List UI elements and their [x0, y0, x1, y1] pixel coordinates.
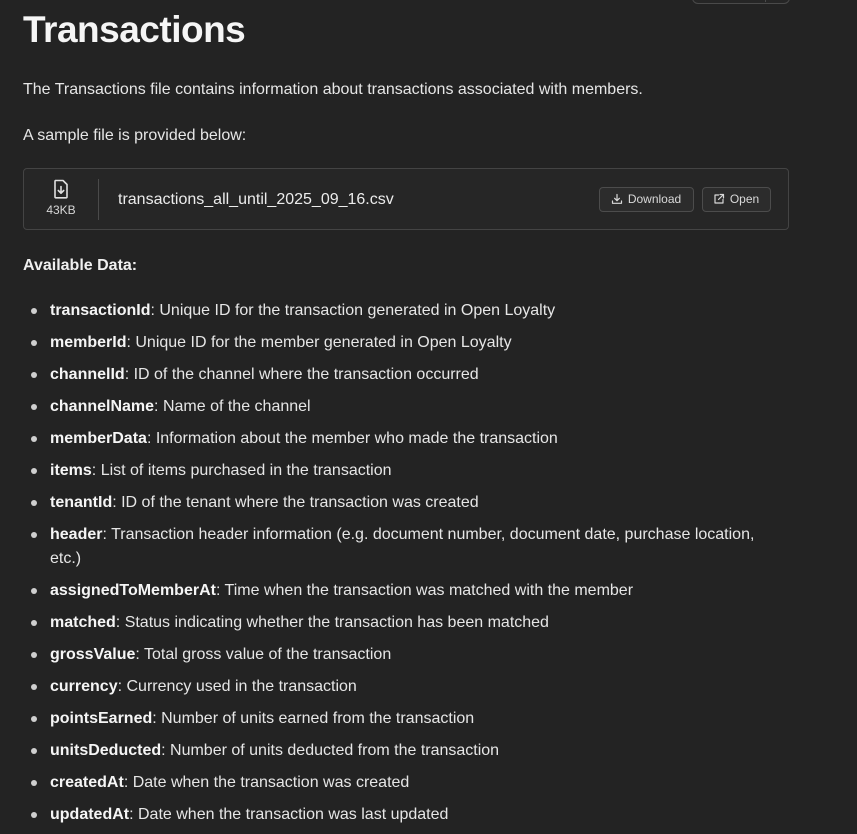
list-item: [23, 803, 783, 827]
field-description: : Date when the transaction was created: [123, 774, 410, 791]
field-description: : Number of units deducted from the transaction: [161, 742, 500, 759]
bullet-icon: [31, 684, 37, 690]
bullet-icon: [31, 748, 37, 754]
bullet-icon: [31, 716, 37, 722]
field-description: : List of items purchased in the transaction: [91, 462, 392, 479]
intro-text: The Transactions file contains information about transactions associated with members.: [23, 81, 643, 98]
field-description: : Unique ID for the transaction generated in Open Loyalty: [150, 302, 556, 319]
list-item: [23, 739, 783, 763]
field-name: updatedAt: [50, 806, 130, 823]
list-item: [23, 459, 783, 483]
field-name: memberId: [50, 334, 127, 351]
list-item: [23, 427, 783, 451]
file-card: [23, 168, 789, 230]
field-name: header: [50, 526, 103, 543]
top-toolbar-button[interactable]: [692, 0, 790, 4]
field-description: : Time when the transaction was matched with the member: [215, 582, 634, 599]
page-title: Transactions: [23, 9, 246, 50]
download-button[interactable]: [599, 187, 694, 212]
field-description: : Currency used in the transaction: [117, 678, 357, 695]
field-name: memberData: [50, 430, 147, 447]
top-toolbar-divider: [765, 0, 766, 2]
list-item: [23, 643, 783, 667]
bullet-icon: [31, 436, 37, 442]
list-item: [23, 299, 783, 323]
field-name: currency: [50, 678, 118, 695]
field-name: tenantId: [50, 494, 113, 511]
available-data-heading: Available Data:: [23, 257, 138, 274]
file-meta: [38, 179, 84, 221]
field-description: : Information about the member who made the transaction: [146, 430, 558, 447]
sample-text: A sample file is provided below:: [23, 127, 247, 144]
list-item: [23, 611, 783, 635]
field-name: pointsEarned: [50, 710, 153, 727]
bullet-icon: [31, 652, 37, 658]
list-item: [23, 523, 783, 571]
list-item: [23, 331, 783, 355]
bullet-icon: [31, 468, 37, 474]
external-link-icon: [713, 193, 725, 205]
open-button[interactable]: [702, 187, 771, 212]
list-item: [23, 771, 783, 795]
field-name: unitsDeducted: [50, 742, 162, 759]
field-name: channelId: [50, 366, 125, 383]
field-description: : Unique ID for the member generated in Open Loyalty: [126, 334, 512, 351]
file-download-icon: [53, 179, 69, 199]
list-item: [23, 491, 783, 515]
field-description: : Transaction header information (e.g. document number, document date, purchase location, etc.): [50, 526, 755, 567]
field-name: items: [50, 462, 92, 479]
field-description: : ID of the tenant where the transaction was created: [112, 494, 479, 511]
bullet-icon: [31, 780, 37, 786]
list-item: [23, 363, 783, 387]
fields-list: [23, 299, 783, 834]
field-description: : Total gross value of the transaction: [135, 646, 392, 663]
field-name: assignedToMemberAt: [50, 582, 216, 599]
field-name: transactionId: [50, 302, 151, 319]
bullet-icon: [31, 372, 37, 378]
bullet-icon: [31, 532, 37, 538]
list-item: [23, 395, 783, 419]
card-divider: [98, 179, 99, 220]
field-description: : Date when the transaction was last updated: [129, 806, 449, 823]
bullet-icon: [31, 404, 37, 410]
bullet-icon: [31, 340, 37, 346]
list-item: [23, 707, 783, 731]
file-name: transactions_all_until_2025_09_16.csv: [118, 191, 394, 208]
field-name: matched: [50, 614, 116, 631]
field-description: : Status indicating whether the transaction has been matched: [115, 614, 549, 631]
bullet-icon: [31, 308, 37, 314]
download-icon: [611, 193, 623, 205]
field-description: : Name of the channel: [154, 398, 311, 415]
bullet-icon: [31, 812, 37, 818]
field-description: : Number of units earned from the transaction: [152, 710, 475, 727]
file-size: 43KB: [46, 203, 76, 217]
download-label: Download: [627, 192, 682, 206]
field-name: grossValue: [50, 646, 136, 663]
field-name: createdAt: [50, 774, 124, 791]
bullet-icon: [31, 620, 37, 626]
open-label: Open: [729, 192, 760, 206]
field-name: channelName: [50, 398, 155, 415]
field-description: : ID of the channel where the transaction occurred: [124, 366, 479, 383]
list-item: [23, 579, 783, 603]
list-item: [23, 675, 783, 699]
bullet-icon: [31, 500, 37, 506]
bullet-icon: [31, 588, 37, 594]
